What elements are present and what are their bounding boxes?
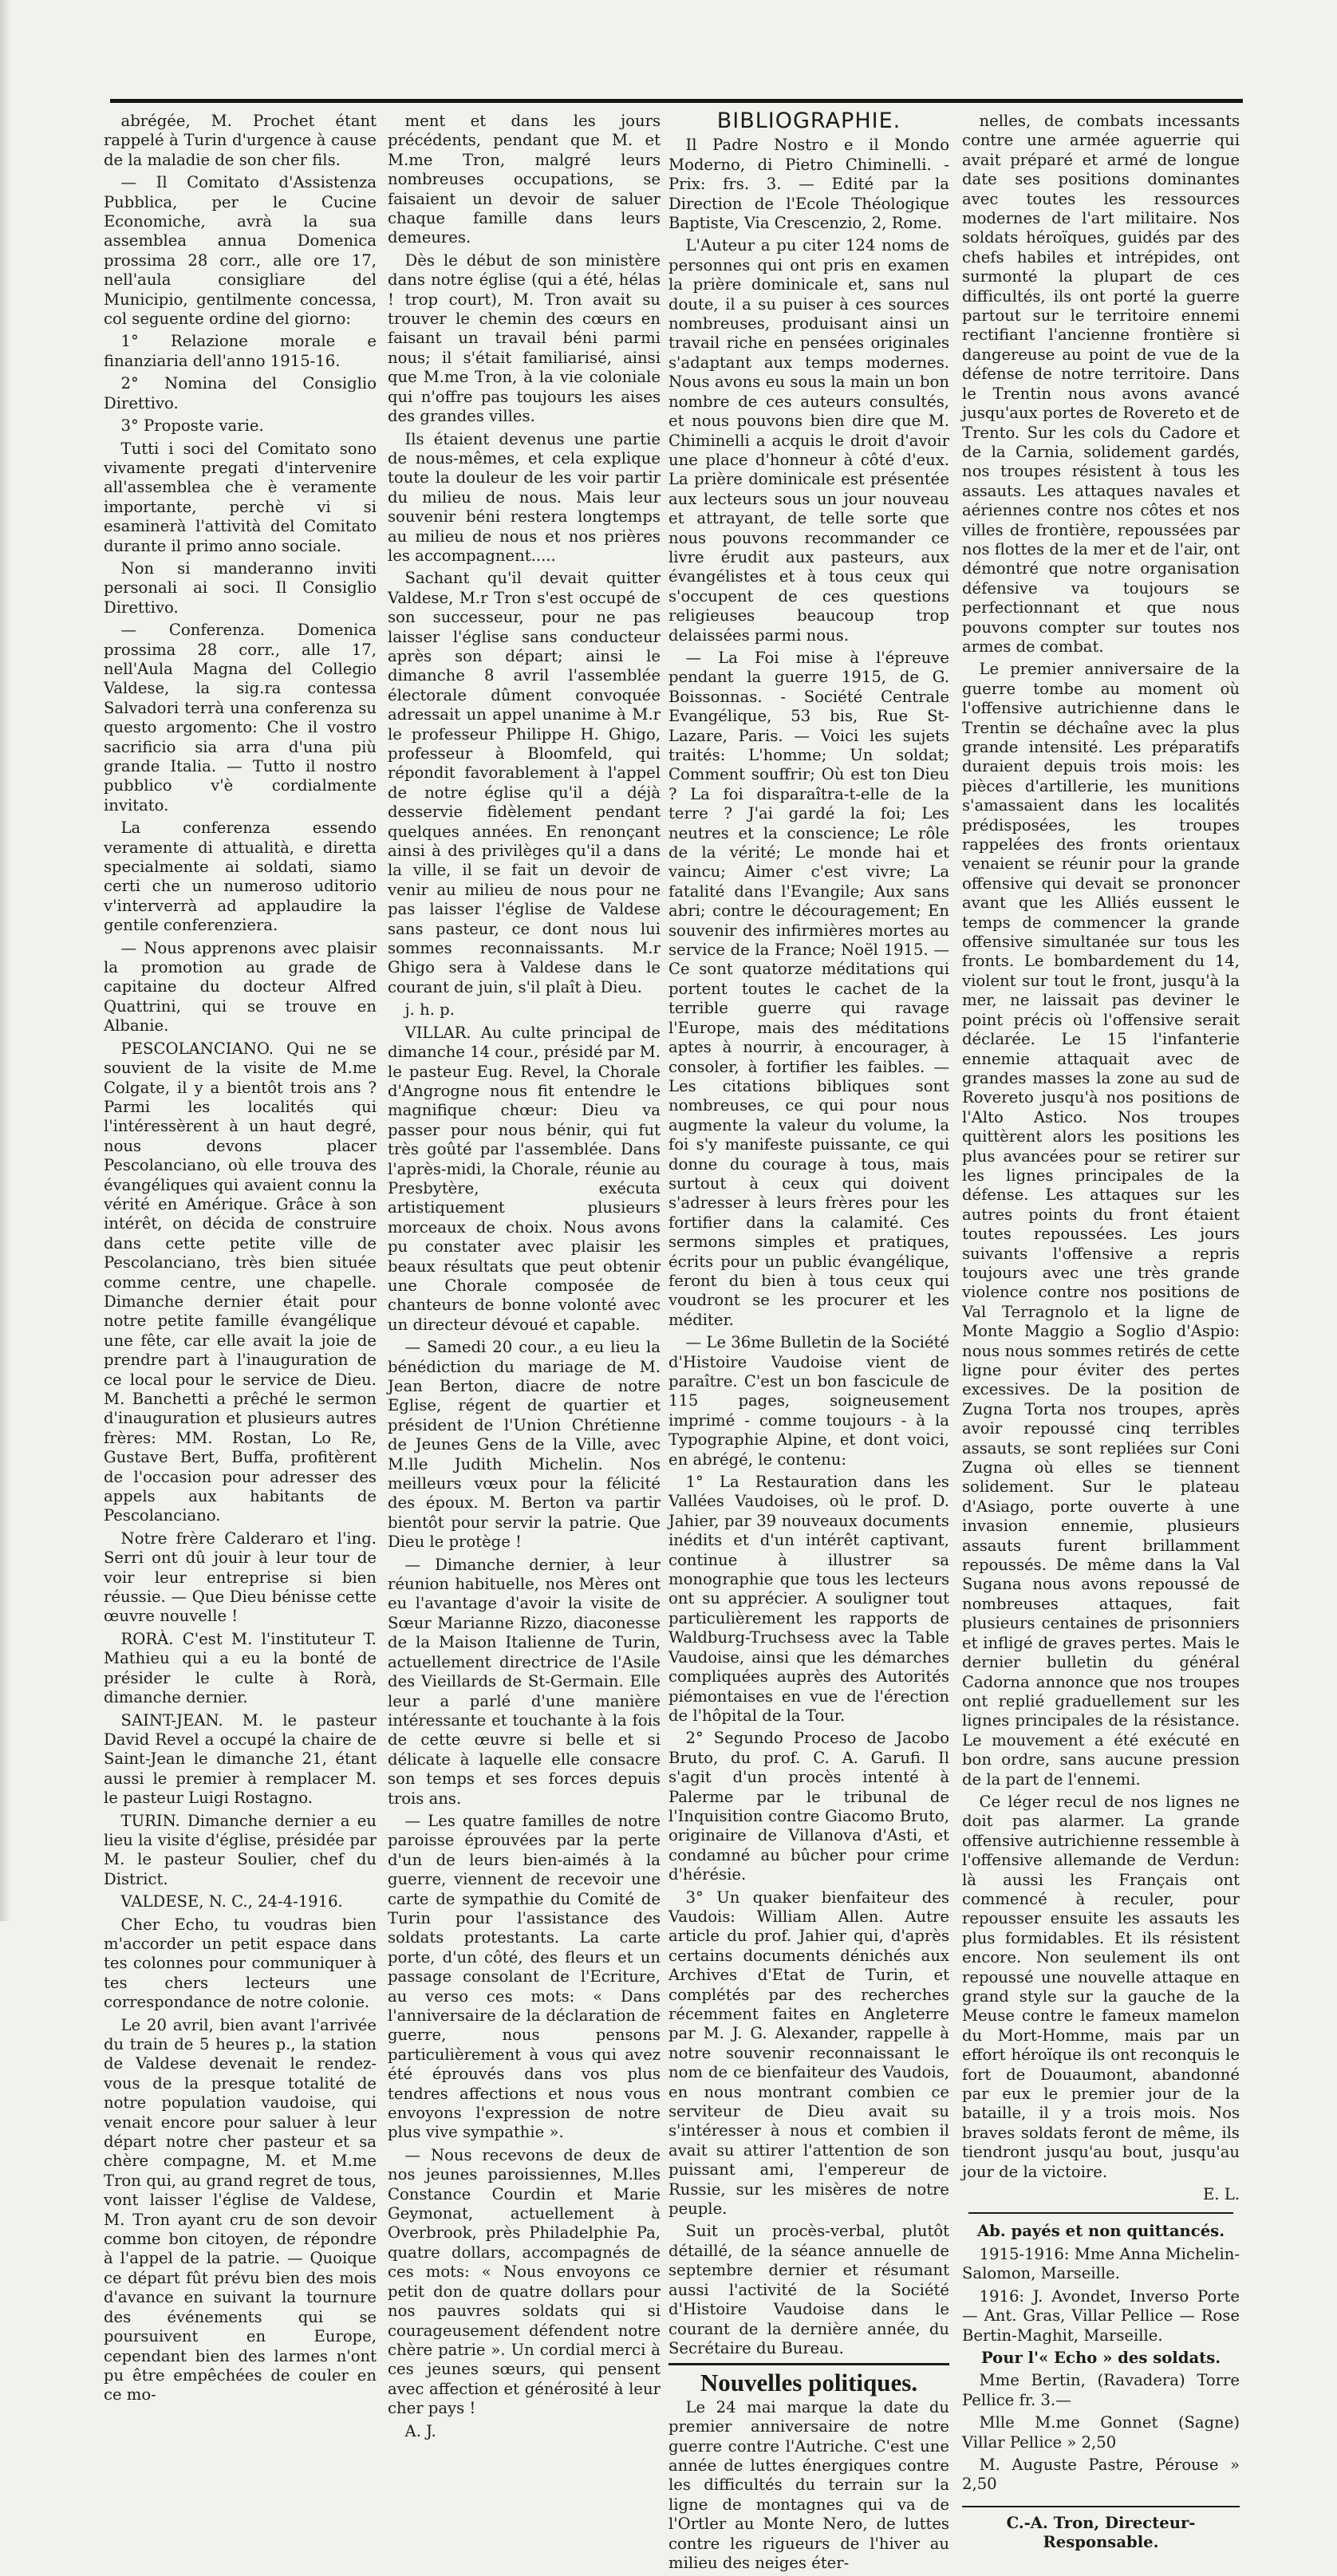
bibliography-paragraph: Il Padre Nostro e il Mondo Moderno, di Pietro Chiminelli. - Prix: frs. 3. — Edité par la Direction de l'Ecole Théologique Baptiste, Via Crescenzio, 2, Rome. bbox=[668, 136, 949, 233]
article-paragraph: Non si manderanno inviti personali ai soci. Il Consiglio Direttivo. bbox=[104, 558, 377, 617]
politics-paragraph: nelles, de combats incessants contre une armée aguerrie qui avait préparé et armé de longue date ses positions dominantes avec toutes les ressources modernes de l'art militaire. Nos soldats héroïques, guidés par des chefs habiles et intrépides, ont surmonté la plupart de ces difficultés, ils ont porté la guerre partout sur le territoire ennemi rectifiant l'ancienne frontière si dangereuse au point de vue de la défense de notre territoire. Dans le Trentin nous avons avancé jusqu'aux portes de Rovereto et de Trento. Sur les cols du Cadore et de la Carnia, solidement gardés, nos troupes résistent à tous les assauts. Les attaques navales et aériennes contre nos côtes et nos villes de frontière, repoussées par nos flottes de la mer et de l'air, ont démontré que notre organisation défensive va toujours se perfectionnant et que nous pouvons compter sur toutes nos armes de combat. bbox=[962, 112, 1240, 656]
article-paragraph: — Nous recevons de deux de nos jeunes paroissiennes, M.lles Constance Courdin et Marie Geymonat, actuellement à Overbrook, près Philadelphie Pa, quatre dollars, accompagnés de ces mots: « Nous envoyons ce petit don de quatre dollars pour nos pauvres soldats qui si courageusement défendent notre chère patrie ». Un cordial merci à ces jeunes sœurs, qui pensent avec affection et générosité à leur cher pays ! bbox=[388, 2145, 661, 2418]
article-paragraph: j. h. p. bbox=[404, 1000, 455, 1020]
article-paragraph: SAINT-JEAN. M. le pasteur David Revel a occupé la chaire de Saint-Jean le dimanche 21, étant aussi le premier à remplacer M. le pasteur Luigi Rostagno. bbox=[104, 1710, 377, 1808]
politics-text: Le 24 mai marque la date du premier anniversaire de notre guerre contre l'Autriche. C'est une année de luttes énergiques contre les difficultés du terrain sur la ligne de montagnes qui va de l'Ortler au Monte Nero, de luttes contre les rigueurs de l'hiver au milieu des neiges éter- bbox=[668, 2397, 949, 2572]
bibliography-paragraph: 1° La Restauration dans les Vallées Vaudoises, où le prof. D. Jahier, par 39 nouveaux documents inédits et d'un intérêt captivant, continue à illustrer sa monographie que tous les lecteurs ont su apprécier. A souligner tout particulièrement les rapports de Waldburg-Truchsess avec la Table Vaudoise, ainsi que les démarches compliquées auprès des Autorités piémontaises en vue de l'érection de l'hôpital de la Tour. bbox=[668, 1473, 949, 1725]
bibliography-paragraph: 2° Segundo Proceso de Jacobo Bruto, du prof. C. A. Garufi. Il s'agit d'un procès intenté à Palerme par le tribunal de l'Inquisition contre Giacomo Bruto, originaire de Villanova d'Asti, et condamné au bûcher pour crime d'hérésie. bbox=[668, 1729, 949, 1884]
article-paragraph: PESCOLANCIANO. Qui ne se souvient de la visite de M.me Colgate, il y a bientôt trois ans ? Parmi les localités qui l'intéressèrent à un haut degré, nous devons placer Pescolanciano, où elle trouva des évangéliques qui avaient connu la vérité en Amérique. Grâce à son intérêt, on décida de construire dans cette petite ville de Pescolanciano, très bien située comme centre, une chapelle. Dimanche dernier était pour notre petite famille évangélique une fête, car elle avait la joie de prendre part à l'inauguration de ce local pour le service de Dieu. M. Banchetti a prêché le sermon d'inauguration et plusieurs autres frères: MM. Rostan, Lo Re, Gustave Bert, Buffa, profitèrent de l'occasion pour adresser des appels aux habitants de Pescolanciano. bbox=[104, 1039, 377, 1525]
article-paragraph: — Samedi 20 cour., a eu lieu la bénédiction du mariage de M. Jean Berton, diacre de notre Eglise, régent de quartier et président de l'Union Chrétienne de Jeunes Gens de la Ville, avec M.lle Judith Michelin. Nos meilleurs vœux pour la félicité des époux. M. Berton va partir bientôt pour servir la patrie. Que Dieu le protège ! bbox=[388, 1338, 661, 1552]
bibliography-paragraph: Suit un procès-verbal, plutôt détaillé, de la séance annuelle de septembre dernier et résumant aussi l'activité de la Société d'Histoire Vaudoise dans le courant de la dernière année, du Secrétaire du Bureau. bbox=[668, 2222, 949, 2357]
article-paragraph: abrégée, M. Prochet étant rappelé à Turin d'urgence à cause de la maladie de son cher fils. bbox=[104, 112, 377, 169]
article-paragraph: Tutti i soci del Comitato sono vivamente pregati d'intervenire all'assemblea che è veramente importante, perchè vi si esaminerà l'attività del Comitato durante il primo anno sociale. bbox=[104, 439, 377, 555]
article-paragraph: — Il Comitato d'Assistenza Pubblica, per le Cucine Economiche, avrà la sua assemblea annua Domenica prossima 28 corr., alle ore 17, nell'aula consigliare del Municipio, gentilmente concessa, col seguente ordine del giorno: bbox=[104, 173, 377, 329]
article-paragraph: Le 20 avril, bien avant l'arrivée du train de 5 heures p., la station de Valdese devenait le rendez-vous de la presque totalité de notre population vaudoise, qui venait encore pour saluer à leur départ notre cher pasteur et sa chère compagne, M. et M.me Tron qui, au grand regret de tous, vont laisser l'église de Valdese, M. Tron ayant cru de son devoir comme bon citoyen, de répondre à l'appel de la patrie. — Quoique ce départ fût prévu bien des mois d'avance en suivant la tournure des événements qui se poursuivent en Europe, cependant bien des larmes n'ont pu être empêchées de couler en ce mo- bbox=[104, 2015, 377, 2404]
article-paragraph: 1° Relazione morale e finanziaria dell'anno 1915-16. bbox=[104, 332, 377, 370]
article-paragraph: RORÀ. C'est M. l'instituteur T. Mathieu qui a eu la bonté de présider le culte à Rorà, dimanche dernier. bbox=[104, 1629, 377, 1707]
article-paragraph: 2° Nomina del Consiglio Direttivo. bbox=[104, 374, 377, 412]
article-paragraph: — Dimanche dernier, à leur réunion habituelle, nos Mères ont eu l'avantage d'avoir la visite de Sœur Marianne Rizzo, diaconesse de la Maison Italienne de Turin, actuellement directrice de l'Asile des Vieillards de St-Germain. Elle leur a parlé d'une manière intéressante et touchante à la fois de cette œuvre si belle et si délicate à laquelle elle consacre son temps et ses forces depuis trois ans. bbox=[388, 1555, 661, 1808]
bibliography-paragraph: 3° Un quaker bienfaiteur des Vaudois: William Allen. Autre article du prof. Jahier qui, d'après certains documents dénichés aux Archives d'Etat de Turin, et complétés par des recherches récemment faites en Angleterre par M. J. G. Alexander, rappelle à notre souvenir reconnaissant le nom de ce bienfaiteur des Vaudois, en nous montrant combien ce serviteur de Dieu avait su s'intéresser à nous et combien il avait su attirer l'attention de son puissant ami, l'empereur de Russie, sur les misères de notre peuple. bbox=[668, 1888, 949, 2219]
column-4 bbox=[962, 112, 1240, 2553]
bibliography-paragraph: L'Auteur a pu citer 124 noms de personnes qui ont pris en examen la prière dominicale et, sans nul doute, il a su puiser à ces sources nombreuses, produisant ainsi un travail riche en pensées originales s'adaptant aux temps modernes. Nous avons eu sous la main un bon nombre de ces auteurs consultés, et nous pouvons bien dire que M. Chiminelli a acquis le droit d'avoir une place d'honneur à côté d'eux. La prière dominicale est présentée aux lecteurs sous un jour nouveau et attrayant, de telle sorte que nous pouvons recommander ce livre érudit aux pasteurs, aux évangélistes et à tous ceux qui s'occupent de ces questions religieuses beaucoup trop delaissées parmi nous. bbox=[668, 236, 949, 645]
politics-paragraph: Ce léger recul de nos lignes ne doit pas alarmer. La grande offensive autrichienne ressemble à l'offensive allemande de Verdun: là aussi les Français ont commencé à reculer, pour repousser ensuite les assauts les plus formidables. Et ils résistent encore. Non seulement ils ont repoussé une nouvelle attaque en grand style sur la gauche de la Meuse contre le fameux mamelon du Mort-Homme, mais par un effort héroïque ils ont reconquis le fort de Douaumont, abandonné par eux le premier jour de la bataille, il y a trois mois. Nos braves soldats feront de même, ils tiendront jusqu'au bout, jusqu'au jour de la victoire. bbox=[962, 1792, 1240, 2181]
column-3 bbox=[668, 108, 949, 2576]
article-paragraph: Notre frère Calderaro et l'ing. Serri ont dû jouir à leur tour de voir leur entreprise si bien réussie. — Que Dieu bénisse cette œuvre nouvelle ! bbox=[104, 1529, 377, 1626]
article-paragraph: Cher Echo, tu voudras bien m'accorder un petit espace dans tes colonnes pour communiquer à tes chers lecteurs une correspondance de notre colonie. bbox=[104, 1915, 377, 2012]
article-paragraph: La conferenza essendo veramente di attualità, e diretta specialmente ai soldati, siamo certi che un numeroso uditorio v'interverrà ad applaudire la gentile conferenziera. bbox=[104, 819, 377, 935]
article-paragraph: VALDESE, N. C., 24-4-1916. bbox=[120, 1892, 343, 1911]
article-paragraph: — Conferenza. Domenica prossima 28 corr., alle 17, nell'Aula Magna del Collegio Valdese, la sig.ra contessa Salvadori terrà una conferenza su questo argomento: Che il vostro sacrificio sia arra d'una più grande Italia. — Tutto il nostro pubblico v'è cordialmente invitato. bbox=[104, 621, 377, 815]
page-edge-shadow bbox=[0, 0, 11, 1921]
article-paragraph: Dès le début de son ministère dans notre église (qui a été, hélas ! trop court), M. Tron avait su trouver le chemin des cœurs en faisant un travail béni parmi nous; il s'était familiarisé, ainsi que M.me Tron, à la vie coloniale qui n'offre pas toujours les aises des grandes villes. bbox=[388, 250, 661, 426]
politics-signature: E. L. bbox=[1203, 2185, 1240, 2204]
top-rule bbox=[110, 99, 1243, 103]
article-paragraph: Ils étaient devenus une partie de nous-mêmes, et cela explique toute la douleur de les voir partir du milieu de nous. Mais leur souvenir béni restera longtemps au milieu de nous et nos prières les accompagnent..... bbox=[388, 429, 661, 565]
subscription-line: 1916: J. Avondet, Inverso Porte — Ant. Gras, Villar Pellice — Rose Bertin-Maghit, Marseille. bbox=[962, 2286, 1240, 2345]
politics-paragraph: Le premier anniversaire de la guerre tombe au moment où l'offensive autrichienne dans le Trentin se déchaîne avec la plus grande intensité. Les préparatifs duraient depuis trois mois: les pièces d'artillerie, les munitions s'amassaient dans les localités prédisposées, les troupes rappelées des fronts orientaux venaient se réunir pour la grande offensive qui devait se prononcer avant que les Alliés eussent le temps de commencer la grande offensive simultanée sur tous les fronts. Le bombardement du 14, violent sur tout le front, jusqu'à la mer, ne laissait pas deviner le point précis où l'offensive serait déclarée. Le 15 l'infanterie ennemie attaquait avec de grandes masses la zone au sud de Rovereto jusqu'à nos positions de l'Alto Astico. Nos troupes quittèrent alors les positions les plus avancées pour se retirer sur les lignes principales de la défense. Les attaques sur les autres points du front étaient toutes repoussées. Les jours suivants l'offensive a repris toujours avec une très grande violence contre nos positions de Val Terragnolo et la ligne de Monte Maggio a Soglio d'Aspio: nous nous sommes retirés de cette ligne pour éviter des pertes excessives. De la position de Zugna Torta nos troupes, après avoir repoussé cinq terribles assauts, se sont repliées sur Coni Zugna où elles se tiennent solidement. Sur le plateau d'Asiago, porte ouverte à une invasion ennemie, plusieurs assauts furent brillamment repoussés. De même dans la Val Sugana nous avons repoussé de nombreuses attaques, fait plusieurs centaines de prisonniers et infligé de graves pertes. Mais le dernier bulletin du général Cadorna annonce que nos troupes ont replié graduellement sur les lignes principales de la résistance. Le mouvement a été exécuté en bon ordre, sans aucune pression de la part de l'ennemi. bbox=[962, 660, 1240, 1789]
bibliography-paragraph: — La Foi mise à l'épreuve pendant la guerre 1915, de G. Boissonnas. - Société Centrale Evangélique, 53 bis, Rue St-Lazare, Paris. — Voici les sujets traités: L'homme; Un soldat; Comment souffrir; Où est ton Dieu ? La foi disparaîtra-t-elle de la terre ? J'ai gardé la foi; Les neutres et la conscience; Le rôle de la vérité; Le monde hai et vaincu; Aimer c'est vivre; La fatalité dans l'Evangile; Aux sans abri; contre le découragement; En souvenir des infirmières mortes au service de la France; Noël 1915. — Ce sont quatorze méditations qui portent toutes le cachet de la terrible guerre qui ravage l'Europe, mais des méditations aptes à nourrir, à encourager, à consoler, à fortifier les faibles. — Les citations bibliques sont nombreuses, ce qui pour nous augmente la valeur du volume, la foi s'y manifeste puissante, ce qui donne du courage à tous, mais surtout à ceux qui doivent s'adresser à leurs frères pour les fortifier dans la calamité. Ces sermons simples et pratiques, écrits pour un public évangélique, feront du bien à tous ceux qui voudront se les procurer et les méditer. bbox=[668, 648, 949, 1329]
editor-footer: C.-A. Tron, Directeur-Responsable. bbox=[962, 2506, 1240, 2553]
bibliography-paragraph: — Le 36me Bulletin de la Société d'Histoire Vaudoise vient de paraître. C'est un bon fascicule de 115 pages, soigneusement imprimé - comme toujours - à la Typographie Alpine, et dont voici, en abrégé, le contenu: bbox=[668, 1333, 949, 1469]
subscription-line: 1915-1916: Mme Anna Michelin-Salomon, Marseille. bbox=[962, 2244, 1240, 2283]
article-paragraph: ment et dans les jours précédents, pendant que M. et M.me Tron, malgré leurs nombreuses occupations, se faisaient un devoir de saluer chaque famille dans leurs demeures. bbox=[388, 112, 661, 247]
article-paragraph: 3° Proposte varie. bbox=[120, 416, 264, 436]
donation-line: Mme Bertin, (Ravadera) Torre Pellice fr. 3.— bbox=[962, 2371, 1240, 2409]
divider bbox=[968, 2212, 1233, 2214]
article-paragraph: Sachant qu'il devait quitter Valdese, M.r Tron s'est occupé de son successeur, pour ne pas laisser l'église sans conducteur après son départ; ainsi le dimanche 8 avril l'assemblée électorale dûment convoquée adressait un appel unanime à M.r le professeur Philippe H. Ghigo, professeur à Bloomfeld, qui répondit favorablement à l'appel de notre église qu'il a déjà desservie fidèlement pendant quelques années. En renonçant ainsi à des privilèges qu'il a dans la ville, il se fait un devoir de venir au milieu de nous pour ne pas laisser l'église de Valdese sans pasteur, ce dont nous lui sommes reconnaissants. M.r Ghigo sera à Valdese dans le courant de juin, s'il plaît à Dieu. bbox=[388, 569, 661, 996]
article-paragraph: A. J. bbox=[404, 2421, 436, 2440]
soldiers-heading: Pour l'« Echo » des soldats. bbox=[980, 2348, 1221, 2367]
column-2 bbox=[388, 112, 661, 2444]
article-paragraph: — Les quatre familles de notre paroisse éprouvées par la perte d'un de leurs bien-aimés à la guerre, viennent de recevoir une carte de sympathie du Comité de Turin pour l'assistance des soldats protestants. La carte porte, d'un côté, des fleurs et un passage consolant de l'Ecriture, au verso ces mots: « Dans l'anniversaire de la déclaration de guerre, nous pensons particulièrement à vous qui avez été éprouvés dans vos plus tendres affections et nous vous envoyons l'expression de notre plus vive sympathie ». bbox=[388, 1811, 661, 2142]
article-paragraph: VILLAR. Au culte principal de dimanche 14 cour., présidé par M. le pasteur Eug. Revel, la Chorale d'Angrogne nous fit entendre le magnifique chœur: Dieu va passer pour nous bénir, qui fut très goûté par l'assemblée. Dans l'après-midi, la Chorale, réunie au Presbytère, exécuta artistiquement plusieurs morceaux de choix. Nous avons pu constater avec plaisir les beaux résultats que peut obtenir une Chorale composée de chanteurs de bonne volonté avec un directeur dévoué et capable. bbox=[388, 1023, 661, 1334]
subscriptions-heading: Ab. payés et non quittancés. bbox=[976, 2222, 1225, 2241]
donation-line: M. Auguste Pastre, Pérouse » 2,50 bbox=[962, 2455, 1240, 2494]
article-paragraph: — Nous apprenons avec plaisir la promotion au grade de capitaine du docteur Alfred Quattrini, qui se trouve en Albanie. bbox=[104, 938, 377, 1036]
bibliography-heading: BIBLIOGRAPHIE. bbox=[716, 108, 901, 133]
column-1 bbox=[104, 112, 377, 2408]
politics-heading: Nouvelles politiques. bbox=[668, 2363, 949, 2393]
donation-line: Mlle M.me Gonnet (Sagne) Villar Pellice » 2,50 bbox=[962, 2413, 1240, 2452]
article-paragraph: TURIN. Dimanche dernier a eu lieu la visite d'église, présidée par M. le pasteur Soulier, chef du District. bbox=[104, 1811, 377, 1888]
